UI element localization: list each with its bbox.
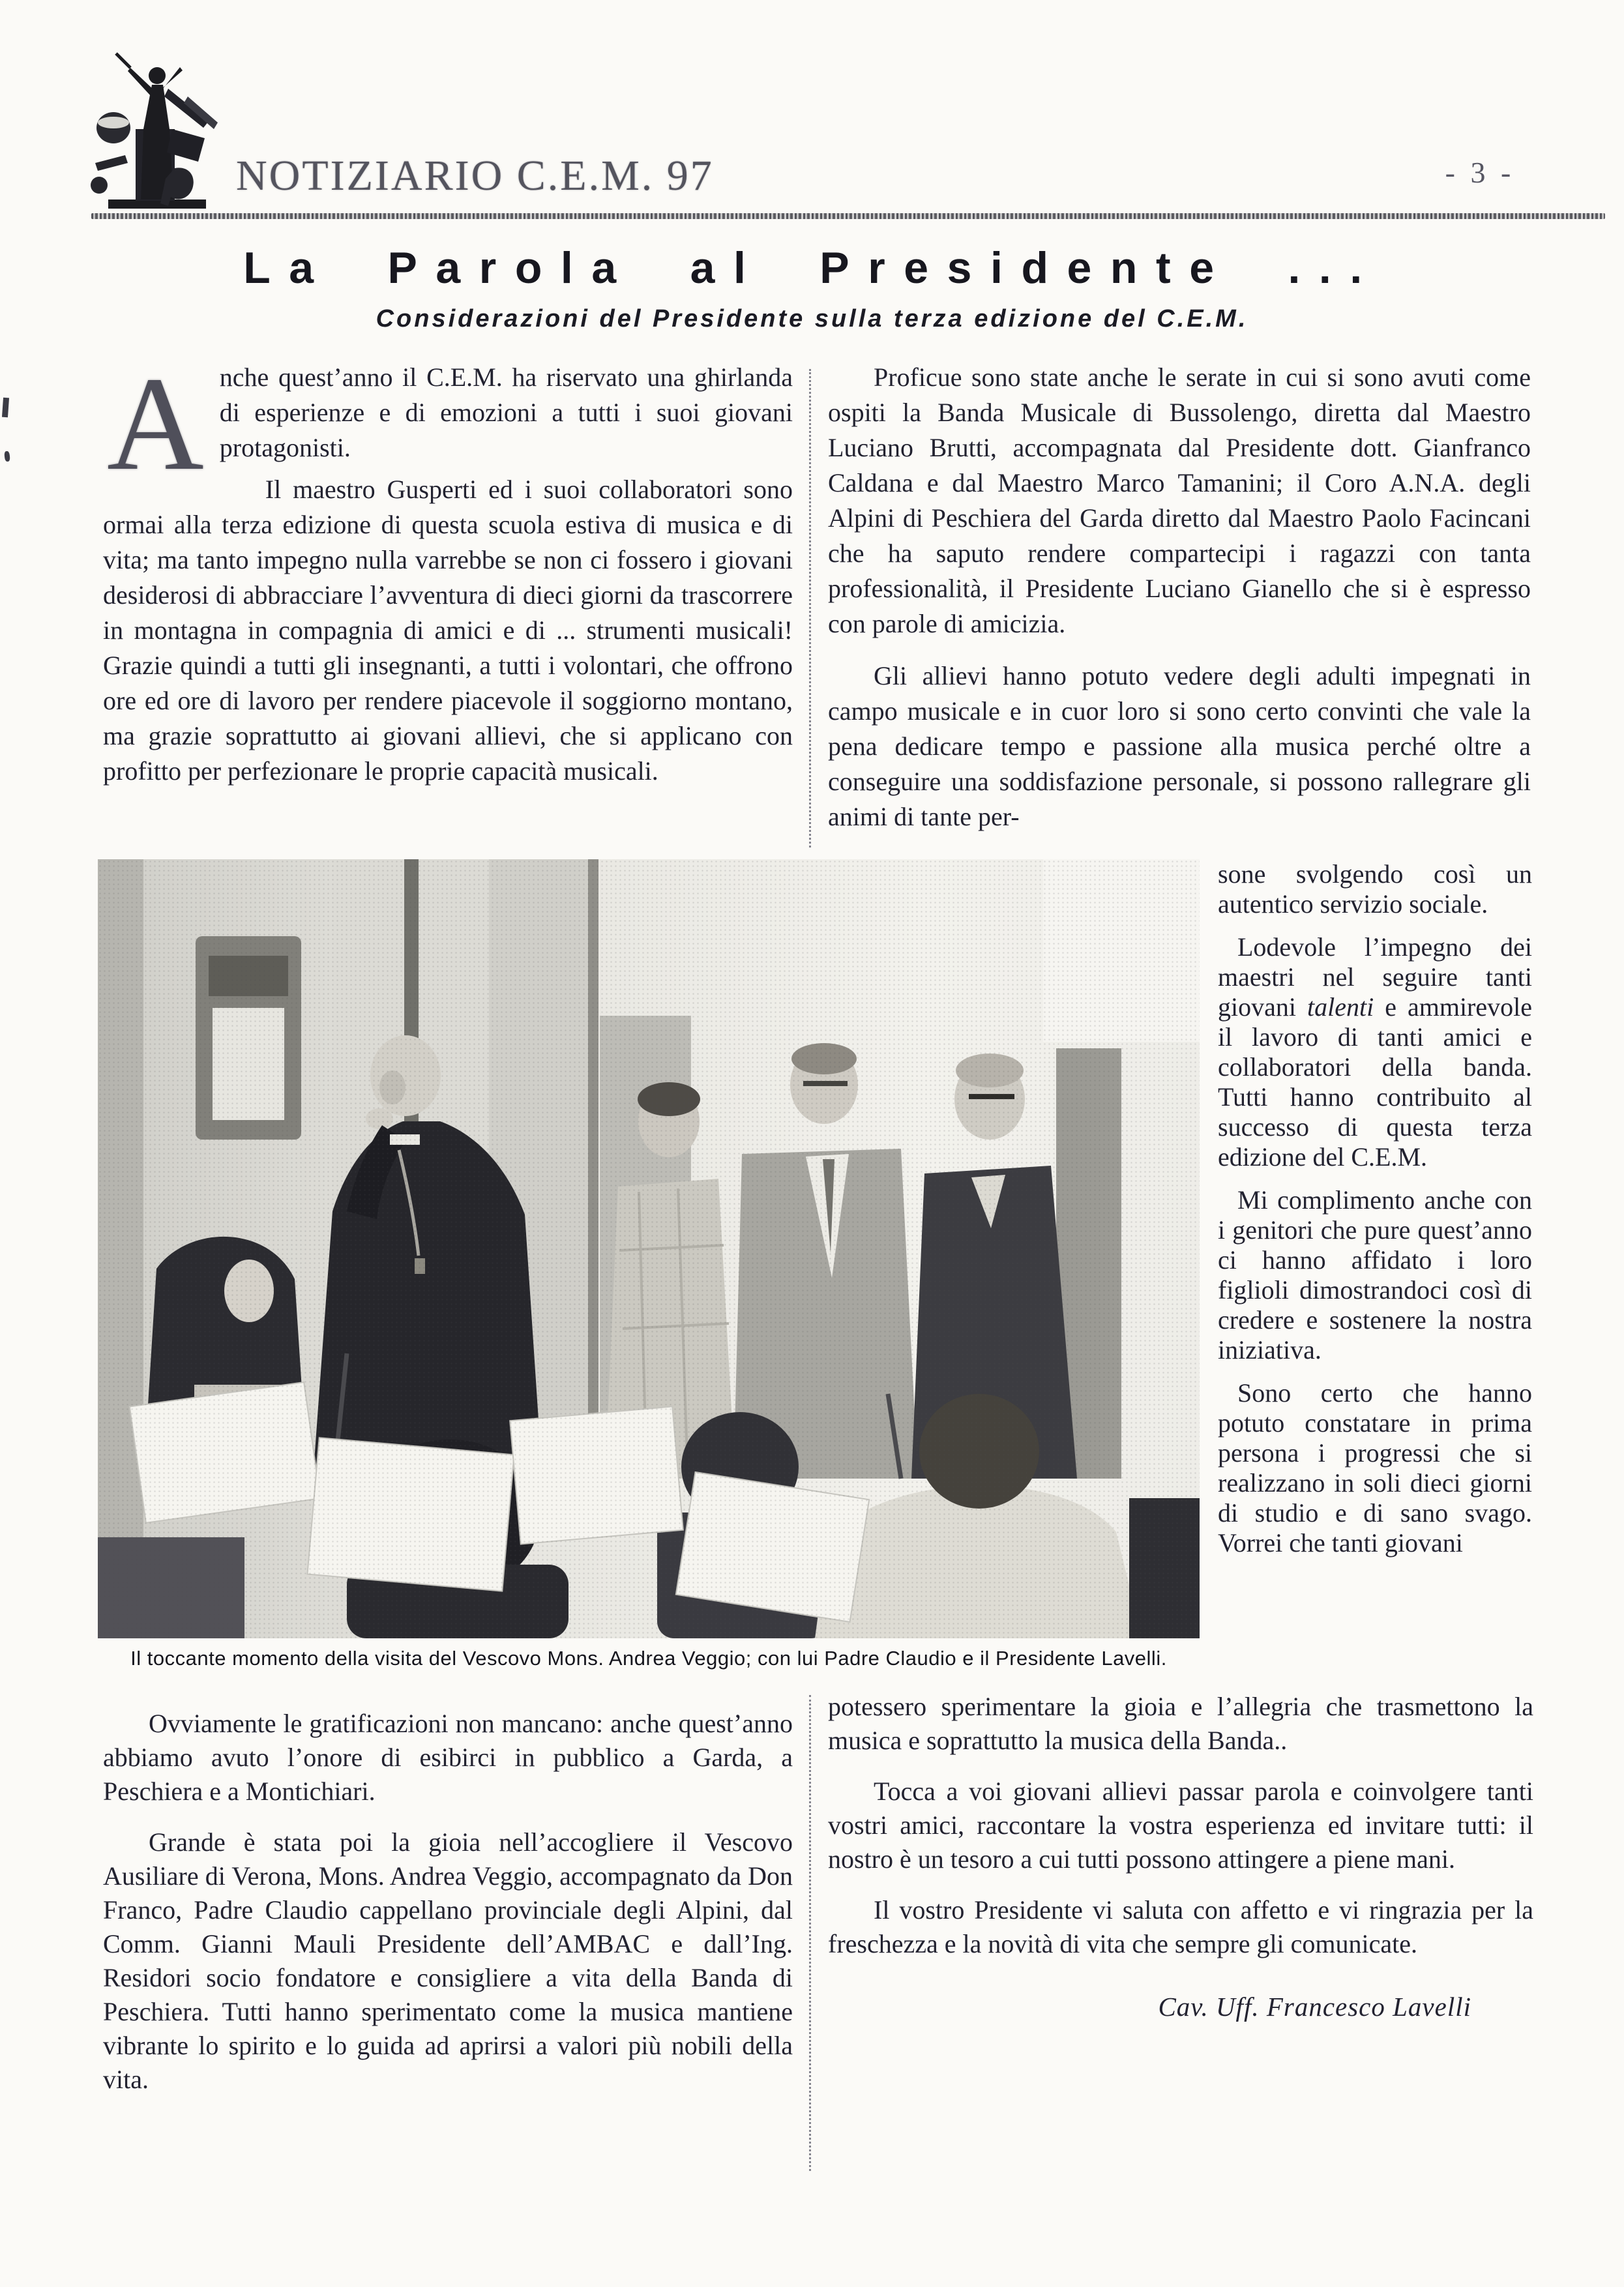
halftone-overlay [98,859,1200,1638]
header-rule [91,213,1605,219]
column-divider [809,369,811,848]
dropcap-A: A [107,349,204,498]
paragraph-text: nche quest’anno il C.E.M. ha riservato una ghirlanda di esperienze e di emozioni a tutti i suoi giovani protagonisti. [219,362,793,462]
scan-artifact [4,451,10,462]
logo-podium [108,199,206,209]
paragraph [103,349,793,498]
column-side [1218,859,1532,1571]
italic-word: talenti [1307,992,1374,1022]
paragraph: Gli allievi hanno potuto vedere degli adulti impegnati in campo musicale e in cuor loro si sono certo convinti che vale la pena dedicare tempo e passione alla musica perché oltre a conseguire una soddisfazione personale, si possono rallegrare gli animi di tante per- [828,661,1531,831]
article-title: La Parola al Presidente ... [243,243,1381,293]
scan-artifact [2,398,9,418]
paragraph-text: e ammirevole il lavoro di tanti amici e collaboratori della banda. Tutti hanno contribuito al successo di questa terza edizione del C.E.M. [1218,992,1532,1172]
conductor-band-logo [90,51,230,215]
paragraph: Proficue sono state anche le serate in cui si sono avuti come ospiti la Banda Musicale di Bussolengo, diretta dal Maestro Luciano Brutti, accompagnata dal Presidente dott. Gianfranco Caldana e dal Maestro Marco Tamanini; il Coro A.N.A. degli Alpini di Peschiera del Garda diretto dal Maestro Paolo Facincani che ha saputo rendere compartecipi i ragazzi con tanta professionalità, il Presidente Luciano Gianello che si è espresso con parole di amicizia. [828,362,1531,638]
paragraph: Sono certo che hanno potuto constatare in prima persona i progressi che si realizzano in soli dieci giorni di studio e di sano svago. Vorrei che tanti giovani [1218,1378,1532,1557]
signature: Cav. Uff. Francesco Lavelli [1158,1992,1471,2022]
newsletter-title: NOTIZIARIO C.E.M. 97 [236,152,714,199]
paragraph [1218,932,1532,1172]
photo [98,859,1200,1638]
paragraph: Il vostro Presidente vi saluta con affetto e vi ringrazia per la freschezza e la novità di vita che sempre gli comunicate. [828,1895,1533,1958]
article-subtitle: Considerazioni del Presidente sulla terza edizione del C.E.M. [376,305,1248,332]
paragraph: Grande è stata poi la gioia nell’accogliere il Vescovo Ausiliare di Verona, Mons. Andrea Veggio, accompagnato da Don Franco, Padre Claudio cappellano provinciale degli Alpini, dal Comm. Gianni Mauli Presidente dell’AMBAC e dall’Ing. Residori socio fondatore e consigliere a vita della Banda di Peschiera. Tutti hanno sperimentato come la musica mantiene vibrante lo spirito e lo guida ad aprirsi a valori più nobili della vita. [103,1827,793,2094]
paragraph: Il maestro Gusperti ed i suoi collaboratori sono ormai alla terza edizione di questa scuola estiva di musica e di vita; ma tanto impegno nulla varrebbe se non ci fossero i giovani desiderosi di abbracciare l’avventura di dieci giorni da trascorrere in montagna in compagnia di amici e di ... strumenti musicali! Grazie quindi a tutti gli insegnanti, a tutti i volontari, che offrono ore ed ore di lavoro per rendere piacevole il soggiorno montano, ma grazie soprattutto ai giovani allievi, che si applicano con profitto per perfezionare le proprie capacità musicali. [103,475,793,786]
paragraph-text: Lodevole l’impegno dei maestri nel seguire tanti giovani [1218,932,1532,1022]
paragraph: Tocca a voi giovani allievi passar parola e coinvolgere tanti vostri amici, raccontare la vostra esperienza ed invitare tutti: il nostro è un tesoro a cui tutti possono attingere a piene mani. [828,1777,1533,1874]
page-number: - 3 - [1445,156,1515,189]
column-divider [809,1695,811,2171]
photo-illustration [98,859,1200,1638]
paragraph: potessero sperimentare la gioia e l’allegria che trasmettono la musica e soprattutto la musica della Banda.. [828,1692,1533,1755]
column-left-top [103,349,793,795]
column-right-top [828,360,1531,841]
paragraph: Ovviamente le gratificazioni non mancano: anche quest’anno abbiamo avuto l’onore di esibirci in pubblico a Garda, a Peschiera e a Montichiari. [103,1709,793,1806]
column-left-bottom [103,1707,793,2103]
photo-caption: Il toccante momento della visita del Vescovo Mons. Andrea Veggio; con lui Padre Claudio e il Presidente Lavelli. [130,1647,1167,1670]
paragraph: Mi complimento anche con i genitori che pure quest’anno ci hanno affidato i loro figlioli dimostrandoci così di credere e sostenere la nostra iniziativa. [1218,1185,1532,1365]
column-right-bottom [828,1690,1533,2024]
paragraph: sone svolgendo così un autentico servizio sociale. [1218,859,1532,919]
